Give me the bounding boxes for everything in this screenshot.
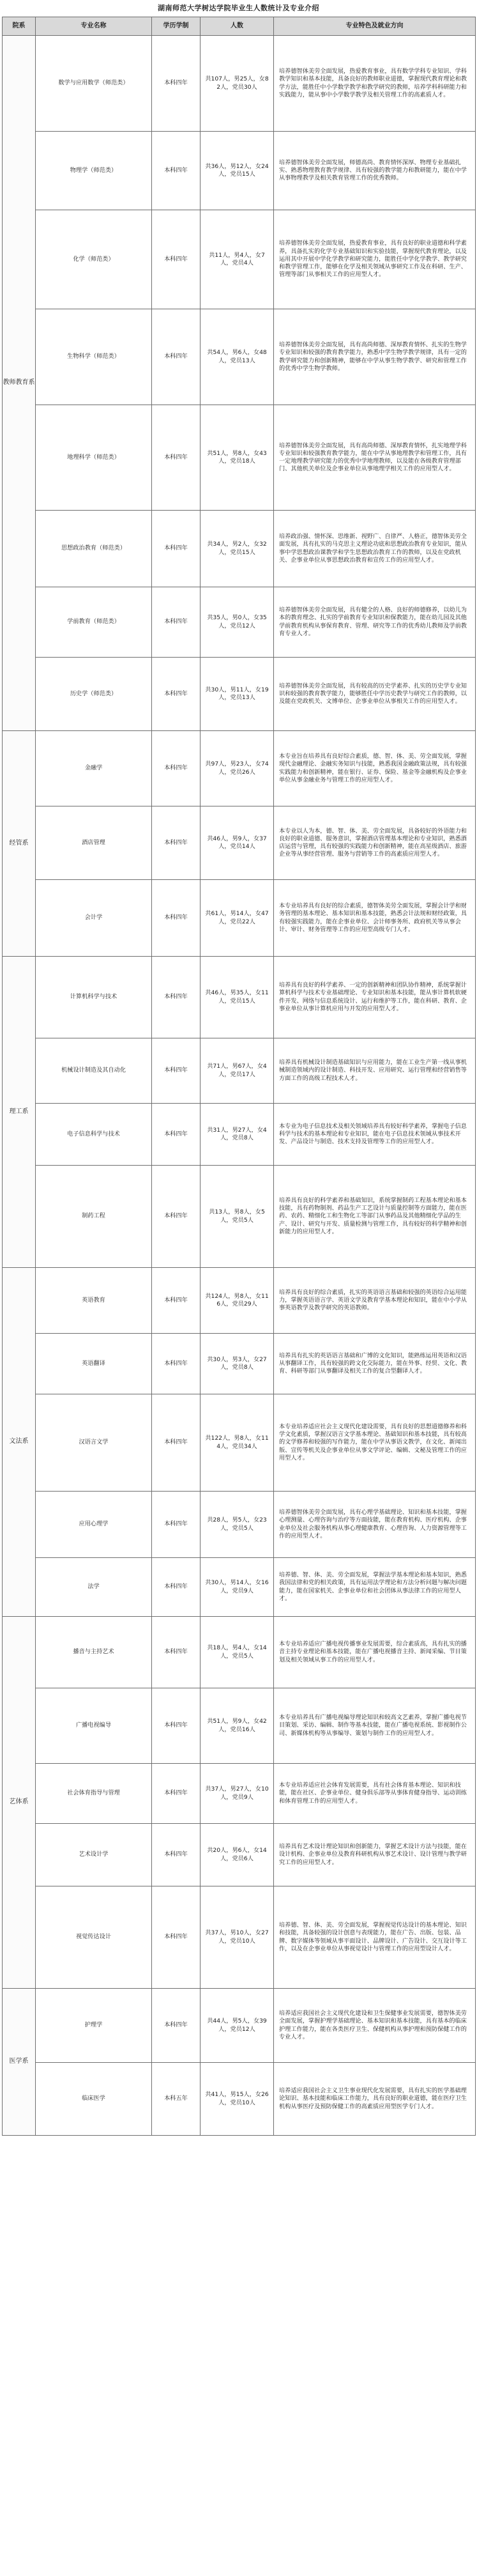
major-name-cell: 汉语言文学 [36,1394,152,1492]
count-cell: 共20人，男6人，女14人，党员6人 [201,1824,274,1886]
table-row [3,1989,476,2063]
duration-cell: 本科四年 [152,405,201,511]
table-row [3,210,476,309]
table-row [3,1268,476,1334]
major-name-cell: 思想政治教育（师范类） [36,511,152,587]
table-row [3,132,476,210]
count-cell: 共30人，男11人，女19人，党员13人 [201,658,274,731]
department-cell: 艺体系 [3,1617,36,1989]
header-description: 专业特色及就业方向 [274,17,476,36]
description-cell: 培养德智体美劳全面发展，具有高尚师德、深厚教育情怀、扎实的生物学专业知识和较强的教育教学能力，熟悉中学生物学教学规律，具有一定的教学研究能力和创新精神，能够在中学从事生物学教学、研究和管理工作的优秀中学生物学教师。 [274,309,476,405]
description-cell: 本专业以人为本，德、智、体、美、劳全面发展，具备较好的外语能力和良好的职业道德、服务意识，掌握酒店管理基本理论和专业知识，熟悉酒店运营与管理，具有较强的实践能力和创新精神，能在高星级酒店、旅游企业等从事经营管理、服务与营销等工作的高素质应用型人才。 [274,806,476,880]
description-cell: 培养具有扎实的英语语言基础和广博的文化知识，能熟练运用英语和汉语从事翻译工作，具有较强的跨文化交际能力，能在外事、经贸、文化、教育、科研等部门从事翻译及相关工作的复合型翻译人才。 [274,1334,476,1394]
table-row [3,658,476,731]
major-name-cell: 生物科学（师范类） [36,309,152,405]
header-duration: 学历学制 [152,17,201,36]
duration-cell: 本科四年 [152,1617,201,1688]
major-name-cell: 电子信息科学与技术 [36,1104,152,1166]
description-cell: 培养具有良好的综合素质，扎实的英语语言基础和较强的英语综合运用能力，掌握英语语言学、英语文学及教育学基本理论和知识，能在中小学从事英语教学及教学研究的英语教师。 [274,1268,476,1334]
duration-cell: 本科四年 [152,1334,201,1394]
description-cell: 培养具有良好的科学素养和基础知识，系统掌握制药工程基本理论和基本技能，具有药物制剂、药品生产工艺设计与质量控制等方面能力，能在医药、农药、精细化工和生物化工等部门从事药品及其他精细化学品的生产、设计、研究与开发、质量检测与管理工作，具有较好的科学精神和创新能力的应用型人才。 [274,1166,476,1268]
description-cell: 培养具有良好的科学素养、一定的创新精神和团队协作精神，系统掌握计算机科学与技术专业基础理论、专业知识和基本技能，能从事计算机软硬件开发、网络与信息系统设计、运行和维护等工作，能在科研、教育、企事业单位从事计算机应用与开发的应用型人才。 [274,957,476,1038]
table-row [3,1394,476,1492]
header-department: 院系 [3,17,36,36]
table-row [3,511,476,587]
description-cell: 培养具有机械设计制造基础知识与应用能力，能在工业生产第一线从事机械制造领域内的设计制造、科技开发、应用研究、运行管理和经营销售等方面工作的高级工程技术人才。 [274,1038,476,1104]
graduate-statistics-table [2,17,476,2136]
table-row [3,1558,476,1617]
table-row [3,1824,476,1886]
duration-cell: 本科四年 [152,1038,201,1104]
major-name-cell: 化学（师范类） [36,210,152,309]
major-name-cell: 酒店管理 [36,806,152,880]
count-cell: 共30人，男14人，女16人，党员9人 [201,1558,274,1617]
count-cell: 共44人，男5人，女39人，党员12人 [201,1989,274,2063]
count-cell: 共30人，男3人，女27人，党员8人 [201,1334,274,1394]
duration-cell: 本科四年 [152,731,201,806]
count-cell: 共37人，男10人，女27人，党员10人 [201,1886,274,1989]
table-header-row [3,17,476,36]
major-name-cell: 英语教育 [36,1268,152,1334]
major-name-cell: 艺术设计学 [36,1824,152,1886]
major-name-cell: 计算机科学与技术 [36,957,152,1038]
major-name-cell: 播音与主持艺术 [36,1617,152,1688]
major-name-cell: 会计学 [36,880,152,957]
count-cell: 共71人，男67人，女4人，党员17人 [201,1038,274,1104]
table-row [3,1104,476,1166]
duration-cell: 本科四年 [152,806,201,880]
major-name-cell: 视觉传达设计 [36,1886,152,1989]
count-cell: 共122人，男8人，女114人，党员34人 [201,1394,274,1492]
description-cell: 培养德、智、体、美、劳全面发展，掌握法学基本理论和基本知识，熟悉我国法律和党的相关政策，具有运用法学理论和方法分析问题与解决问题能力，能在国家机关、企事业单位和社会团体从事法律工作的应用型人才。 [274,1558,476,1617]
count-cell: 共51人，男9人，女42人，党员16人 [201,1688,274,1764]
department-cell: 理工系 [3,957,36,1268]
duration-cell: 本科四年 [152,1166,201,1268]
duration-cell: 本科四年 [152,210,201,309]
duration-cell: 本科四年 [152,1688,201,1764]
table-row [3,880,476,957]
count-cell: 共107人，男25人，女82人，党员30人 [201,36,274,132]
count-cell: 共51人，男8人，女43人，党员18人 [201,405,274,511]
table-row [3,957,476,1038]
duration-cell: 本科四年 [152,309,201,405]
description-cell: 培养适应我国社会主义现代化建设和卫生保健事业发展需要，德智体美劳全面发展，掌握护理学基础理论、基本知识和基本技能，具有基本的临床护理工作能力，能在各类医疗卫生、保健机构从事护理和预防保健工作的专业人才。 [274,1989,476,2063]
description-cell: 培养德智体美劳全面发展，热爱教育事业，具有良好的职业道德和科学素养，具备扎实的化学专业基础知识和实验技能，掌握现代教育理论，以及运用其中开展中学化学教学和研究能力，能胜任中学化学教学、教学研究和教学管理工作，能够在化学及相关领域从事研究工作及在科研、生产、管理等部门从事相关工作的应用型人才。 [274,210,476,309]
header-major: 专业名称 [36,17,152,36]
description-cell: 本专业培养适应社会主义现代化建设需要，具有良好的思想道德修养和科学文化素质，掌握汉语言文学基本理论、基础知识和基本技能，具有较高的文学修养和较强的写作能力，能在中学从事语文教学，在文化、新闻出版、宣传等机关及企事业单位从事文学评论、编辑、文秘及管理工作的应用型人才。 [274,1394,476,1492]
duration-cell: 本科四年 [152,1886,201,1989]
duration-cell: 本科四年 [152,1268,201,1334]
duration-cell: 本科四年 [152,587,201,658]
table-row [3,1492,476,1558]
major-name-cell: 地理科学（师范类） [36,405,152,511]
department-cell: 经管系 [3,731,36,957]
duration-cell: 本科四年 [152,658,201,731]
duration-cell: 本科四年 [152,511,201,587]
count-cell: 共54人，男6人，女48人，党员13人 [201,309,274,405]
major-name-cell: 英语翻译 [36,1334,152,1394]
count-cell: 共36人，男12人，女24人，党员15人 [201,132,274,210]
count-cell: 共18人，男4人，女14人，党员5人 [201,1617,274,1688]
duration-cell: 本科四年 [152,1104,201,1166]
description-cell: 本专业培养适应广播电视传播事业发展需要，综合素质高，具有扎实的播音主持专业理论和基本技能，能在广播电视播音主持、新闻采编、节目策划及相关领域从事工作的应用型人才。 [274,1617,476,1688]
table-row [3,1688,476,1764]
duration-cell: 本科五年 [152,2063,201,2136]
description-cell: 培养德智体美劳全面发展，具有高尚师德、深厚教育情怀，扎实地理学科专业知识和较强教育教学能力，能在中学从事地理教学和管理工作，具有一定地理教学研究能力的优秀中学地理教师，以及能在各级教育管理部门、其他机关单位及企事业单位从事地理学相关工作的应用型人才。 [274,405,476,511]
count-cell: 共97人，男23人，女74人，党员26人 [201,731,274,806]
table-row [3,1334,476,1394]
duration-cell: 本科四年 [152,880,201,957]
department-cell: 教师教育系 [3,36,36,731]
description-cell: 本专业培养具有良好的综合素质，德智体美劳全面发展，掌握会计学和财务管理的基本理论、基本知识和基本技能，熟悉会计法规和财经政策，具有较强实践能力，能在企事业单位、会计师事务所、政府机关等从事会计、审计、财务管理等工作的应用型高级专门人才。 [274,880,476,957]
count-cell: 共28人，男5人，女23人，党员5人 [201,1492,274,1558]
description-cell: 本专业旨在培养具有良好综合素质，德、智、体、美、劳全面发展，掌握现代金融理论、金融实务知识与技能，熟悉我国金融政策法规，具有较强实践能力和创新精神，能在银行、证券、保险、基金等金融机构及企事业单位从事金融业务与管理工作的应用型人才。 [274,731,476,806]
count-cell: 共41人，男15人，女26人，党员10人 [201,2063,274,2136]
table-row [3,731,476,806]
table-row [3,1617,476,1688]
major-name-cell: 物理学（师范类） [36,132,152,210]
description-cell: 培养德智体美劳全面发展，师德高尚、教育情怀深厚、物理专业基础扎实、熟悉物理教育教学规律、具有较强的教学能力和教研能力，能在中学从事物理教学及相关教育管理工作的优秀教师。 [274,132,476,210]
description-cell: 培养政治强、情怀深、思维新、视野广、自律严、人格正，德智体美劳全面发展，具有扎实的马克思主义理论功底和思想政治教育专业知识，能从事中学思想政治课教学和学生思想政治教育工作的教师，以及在党政机关、企事业单位从事思想政治教育和宣传工作的应用型人才。 [274,511,476,587]
document-page [2,0,475,2136]
table-row [3,1038,476,1104]
description-cell: 培养德智体美劳全面发展，热爱教育事业，具有数学学科专业知识、学科教学知识和基本技能，具备良好的教师职业道德，掌握现代教育理论和教学方法，能胜任中小学数学教学和教学研究的教师，培养学科科研能力和实践能力，能从事中小学数学教学及相关管理工作的高素质人才。 [274,36,476,132]
description-cell: 本专业培养具有广播电视编导理论知识和较高文艺素养，掌握广播电视节目策划、采访、编辑、制作等基本技能，能在广播电视系统、影视制作公司、新媒体机构等从事编导、策划与制作工作的应用型人才。 [274,1688,476,1764]
count-cell: 共34人，男2人，女32人，党员15人 [201,511,274,587]
count-cell: 共31人，男27人，女4人，党员8人 [201,1104,274,1166]
major-name-cell: 护理学 [36,1989,152,2063]
count-cell: 共46人，男35人，女11人，党员15人 [201,957,274,1038]
duration-cell: 本科四年 [152,1989,201,2063]
description-cell: 培养德、智、体、美、劳全面发展，掌握视觉传达设计的基本理论、知识和技能，具备较强的设计创意与表现能力，能在广告、出版、包装、品牌、数字媒体等领域从事平面设计、品牌设计、广告设计、交互设计等工作，以及在企事业单位从事视觉设计与管理工作的应用型设计人才。 [274,1886,476,1989]
major-name-cell: 历史学（师范类） [36,658,152,731]
major-name-cell: 临床医学 [36,2063,152,2136]
table-row [3,587,476,658]
count-cell: 共46人，男9人，女37人，党员14人 [201,806,274,880]
table-row [3,405,476,511]
duration-cell: 本科四年 [152,132,201,210]
count-cell: 共124人，男8人，女116人，党员29人 [201,1268,274,1334]
duration-cell: 本科四年 [152,36,201,132]
duration-cell: 本科四年 [152,1764,201,1824]
description-cell: 培养具有艺术设计理论知识和创新能力，掌握艺术设计方法与技能，能在设计机构、企事业单位及教育科研机构从事艺术设计、设计管理与教学研究工作的应用型人才。 [274,1824,476,1886]
duration-cell: 本科四年 [152,957,201,1038]
major-name-cell: 法学 [36,1558,152,1617]
header-count: 人数 [201,17,274,36]
major-name-cell: 数学与应用数学（师范类） [36,36,152,132]
major-name-cell: 机械设计制造及其自动化 [36,1038,152,1104]
major-name-cell: 学前教育（师范类） [36,587,152,658]
count-cell: 共13人，男8人，女5人，党员5人 [201,1166,274,1268]
duration-cell: 本科四年 [152,1394,201,1492]
table-row [3,806,476,880]
major-name-cell: 制药工程 [36,1166,152,1268]
description-cell: 本专业培养适应社会体育发展需要，具有社会体育基本理论、知识和技能，能在社区、企事业单位、健身俱乐部等从事体育健身指导、运动训练和体育管理工作的应用型人才。 [274,1764,476,1824]
department-cell: 医学系 [3,1989,36,2136]
document-title: 湖南师范大学树达学院毕业生人数统计及专业介绍 [158,4,319,12]
count-cell: 共11人，男4人，女7人，党员4人 [201,210,274,309]
description-cell: 培养德智体美劳全面发展，具有心理学基础理论、知识和基本技能，掌握心理测量、心理咨询与治疗等方面技能，能在教育机构、医疗机构、企事业单位及社会服务机构从事心理健康教育、心理咨询、人力资源管理等工作的应用型人才。 [274,1492,476,1558]
description-cell: 培养适应我国社会主义卫生事业现代化发展需要，具有扎实的医学基础理论知识、基本技能和临床工作能力，具有良好的职业道德，能在医疗卫生机构从事医疗及预防保健工作的高素质应用型医学专门人才。 [274,2063,476,2136]
major-name-cell: 广播电视编导 [36,1688,152,1764]
major-name-cell: 金融学 [36,731,152,806]
department-cell: 文法系 [3,1268,36,1617]
table-row [3,36,476,132]
table-body [3,36,476,2136]
table-row [3,1764,476,1824]
duration-cell: 本科四年 [152,1558,201,1617]
count-cell: 共37人，男27人，女10人，党员9人 [201,1764,274,1824]
count-cell: 共61人，男14人，女47人，党员22人 [201,880,274,957]
major-name-cell: 社会体育指导与管理 [36,1764,152,1824]
major-name-cell: 应用心理学 [36,1492,152,1558]
table-row [3,309,476,405]
duration-cell: 本科四年 [152,1824,201,1886]
table-row [3,1886,476,1989]
table-row [3,1166,476,1268]
count-cell: 共35人，男0人，女35人，党员12人 [201,587,274,658]
table-row [3,2063,476,2136]
description-cell: 培养德智体美劳全面发展，具有较高的历史学素养、扎实的历史学专业知识和较强的教育教学能力，能够胜任中学历史教学与研究工作的教师，以及能在党政机关、文博单位、企事业单位从事相关工作的应用型人才。 [274,658,476,731]
duration-cell: 本科四年 [152,1492,201,1558]
description-cell: 本专业为电子信息技术及相关领域培养具有较好科学素养，掌握电子信息科学与技术的基本理论和专业知识，能在电子信息技术领域从事技术开发、产品设计与制造、技术支持及管理等工作的应用型人才。 [274,1104,476,1166]
description-cell: 培养德智体美劳全面发展，具有健全的人格、良好的师德修养，以幼儿为本的教育理念、扎实的学前教育专业知识和保教能力，能在幼儿园及其他学前教育机构从事保育教育、管理、研究等工作的优秀幼儿教师及学前教育专业人才。 [274,587,476,658]
